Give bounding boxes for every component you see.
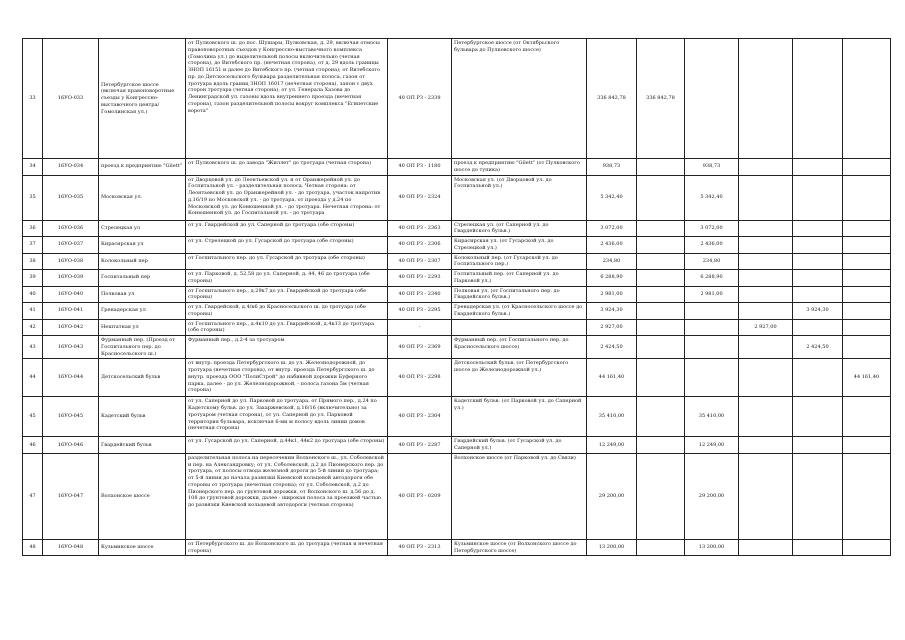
area-col-11 — [843, 159, 891, 176]
road-description: Фурманный пер., д.2-4 за тротуаром — [186, 336, 388, 359]
area-col-11 — [843, 286, 891, 303]
registry-number: 40 ОП РЗ - 2324 — [388, 175, 452, 220]
road-name: Гренадерская ул — [99, 303, 186, 320]
total-area: 29 200,00 — [587, 453, 637, 539]
road-section: Детскосельский бульв. (от Петербургского шоссе до Железнодорожной ул.) — [452, 359, 587, 397]
road-code: 16УО-047 — [43, 453, 99, 539]
road-code: 16УО-041 — [43, 303, 99, 320]
registry-number: 40 ОП РЗ - 2293 — [388, 270, 452, 287]
area-col-8: 938,73 — [685, 159, 739, 176]
total-area: 44 161,40 — [587, 359, 637, 397]
area-col-9 — [739, 437, 793, 454]
table-row — [23, 175, 891, 220]
area-col-7 — [637, 336, 685, 359]
table-row — [23, 220, 891, 237]
area-col-11 — [843, 539, 891, 556]
area-col-8 — [685, 359, 739, 397]
table-row — [23, 286, 891, 303]
area-col-10: 2 424,50 — [793, 336, 843, 359]
road-name: Московская ул. — [99, 175, 186, 220]
registry-number: 40 ОП РЗ - 2363 — [388, 220, 452, 237]
road-code: 16УО-044 — [43, 359, 99, 397]
road-section: Петербургское шоссе (от Октябрьского бульвара до Пулковского шоссе) — [452, 39, 587, 159]
road-name: Нештатная ул — [99, 319, 186, 336]
registry-number: 40 ОП РЗ - 2307 — [388, 253, 452, 270]
registry-number: 40 ОП РЗ - 2339 — [388, 39, 452, 159]
road-description: от Госпитального пер., д.4к10 до ул. Гвардейской, д.4к13 до тротуара (обе стороны) — [186, 319, 388, 336]
table-row — [23, 270, 891, 287]
area-col-8: 35 410,00 — [685, 397, 739, 437]
table-row — [23, 159, 891, 176]
total-area: 3 072,00 — [587, 220, 637, 237]
registry-number: 40 ОП РЗ - 2295 — [388, 303, 452, 320]
road-code: 16УО-040 — [43, 286, 99, 303]
table-row — [23, 437, 891, 454]
area-col-8: 234,80 — [685, 253, 739, 270]
road-description: от ул. Стрелецкой до ул. Гусарской до тротуара (обе стороны) — [186, 237, 388, 254]
area-col-8 — [685, 39, 739, 159]
total-area: 2 981,00 — [587, 286, 637, 303]
area-col-9 — [739, 220, 793, 237]
area-col-7 — [637, 303, 685, 320]
road-description: от ул. Парковой, д. 52,58 до ул. Саперной, д. 44, 46 до тротуара (обе стороны) — [186, 270, 388, 287]
area-col-8: 2 981,00 — [685, 286, 739, 303]
row-number: 36 — [23, 220, 43, 237]
table-row — [23, 359, 891, 397]
road-code: 16УО-036 — [43, 220, 99, 237]
road-name: Кадетский бульв — [99, 397, 186, 437]
road-name: Кирасирская ул — [99, 237, 186, 254]
area-col-11 — [843, 175, 891, 220]
table-row — [23, 319, 891, 336]
area-col-10 — [793, 39, 843, 159]
road-name: Госпитальный пер — [99, 270, 186, 287]
registry-number: 40 ОП РЗ - 2369 — [388, 336, 452, 359]
road-description: от Дворцовой ул. до Леонтьевской ул. н от Оранжерейной ул. до Госпитальной ул. - разделительная полоса. Четная сторона: от Леонтьевской ул. до Оранжерейной ул. - до тротуара, участок напротив д.16/19 по Московской ул. - до тротуара, от проезда у д.24 по Московской ул. до Конюшенной ул. - до тротуара. Нечетная сторона: от Конюшенной ул. до Госпитальной ул. - до тротуара — [186, 175, 388, 220]
area-col-7 — [637, 175, 685, 220]
area-col-7 — [637, 359, 685, 397]
area-col-7: 336 842,78 — [637, 39, 685, 159]
road-section: Кирасирская ул. (от Гусарской ул. до Стрелецкой ул.) — [452, 237, 587, 254]
row-number: 43 — [23, 336, 43, 359]
table-row — [23, 39, 891, 159]
area-col-11 — [843, 237, 891, 254]
area-col-7 — [637, 319, 685, 336]
road-code: 16УО-038 — [43, 253, 99, 270]
area-col-10 — [793, 175, 843, 220]
area-col-11 — [843, 397, 891, 437]
area-col-7 — [637, 437, 685, 454]
area-col-9 — [739, 303, 793, 320]
road-name: Гвардейский бульв — [99, 437, 186, 454]
road-code: 16УО-035 — [43, 175, 99, 220]
area-col-10 — [793, 539, 843, 556]
area-col-10 — [793, 159, 843, 176]
road-description: от Пулковского ш. до пос. Шушары, Пулковская, д. 29, включая отмосы правоповоротных съездов у Конгрессно-выставочного комплекса (Гомолина ул.) до выделительной полосы включительно (четная сторона), до Витебского пр. (нечетная сторона), от д. 29 вдоль границы ЗНОП 16151 и далее до Витебского пр. (четная сторона); от Витебского пр. до Детскосельского бульвара разделительная полоса, газон от тротуара вдоль границ ЗНОП 16017 (нечетная сторона), запон с двух сторон тротуара (четная сторона), от ул. Генерала Хазова до Ленинградской ул. газоны вдоль внутреннего проезда (нечетная сторона), газон разделительной полосы вокруг комплекса "Египетские ворота" — [186, 39, 388, 159]
area-col-8: 12 249,00 — [685, 437, 739, 454]
table-row — [23, 253, 891, 270]
row-number: 44 — [23, 359, 43, 397]
road-section — [452, 319, 587, 336]
total-area: 2 927,00 — [587, 319, 637, 336]
road-description: от ул. Гусарской до ул. Саперной, д.44к1, 44к2 до тротуара (обе стороны) — [186, 437, 388, 454]
area-col-11 — [843, 39, 891, 159]
row-number: 41 — [23, 303, 43, 320]
road-code: 16УО-042 — [43, 319, 99, 336]
area-col-10 — [793, 286, 843, 303]
row-number: 47 — [23, 453, 43, 539]
registry-number: 40 ОП РЗ - 2340 — [388, 286, 452, 303]
table-body — [23, 39, 891, 556]
total-area: 3 924,30 — [587, 303, 637, 320]
road-code: 16УО-033 — [43, 39, 99, 159]
area-col-11 — [843, 220, 891, 237]
registry-number: 40 ОП РЗ - 2298 — [388, 359, 452, 397]
area-col-9 — [739, 539, 793, 556]
road-description: от внутр. проезда Петербургского ш. до ул. Железнодорожной, до тротуара (нечетная сторона), от внутр. проезда Петербургского ш. до внутр. проезда ООО "ПолиСтрой" до набивной дорожки Буферного парка, далее - до ул. Железнодорожной, - полоса газона 5м (четная сторона) — [186, 359, 388, 397]
road-section: Фурманный пер. (от Госпитального пер. до Красносельского шоссе) — [452, 336, 587, 359]
area-col-10 — [793, 270, 843, 287]
road-section: Волхонское шоссе (от Парковой ул. до Связи) — [452, 453, 587, 539]
table-row — [23, 237, 891, 254]
area-col-9 — [739, 253, 793, 270]
road-section: Колокольный пер. (от Гусарской ул. до Госпитального пер.) — [452, 253, 587, 270]
row-number: 39 — [23, 270, 43, 287]
road-name: Волхонское шоссе — [99, 453, 186, 539]
area-col-11 — [843, 270, 891, 287]
table-row — [23, 397, 891, 437]
row-number: 46 — [23, 437, 43, 454]
total-area: 336 842,78 — [587, 39, 637, 159]
road-description: от ул. Саперной до ул. Парковой до тротуара, от Прямого пер., д.24 по Кадетскому бульв. до ул. Захаржевской, д.16/16 (включительно) за тротуаром (четная сторона), от ул. Саперной до ул. Парковой территория бульвара, исключая 6-ми м полосу вдоль линии домов (нечетная сторона) — [186, 397, 388, 437]
table-row — [23, 303, 891, 320]
registry-number: 40 ОП РЗ - 2306 — [388, 237, 452, 254]
area-col-10 — [793, 253, 843, 270]
road-section: Кузьминское шоссе (от Волхонского шоссе до Петербургского шоссе) — [452, 539, 587, 556]
total-area: 2 436,00 — [587, 237, 637, 254]
road-code: 16УО-037 — [43, 237, 99, 254]
road-code: 16УО-045 — [43, 397, 99, 437]
registry-number: 40 ОП РЗ - 1180 — [388, 159, 452, 176]
road-description: от Петербургского ш. до Волхонского ш. до тротуара (четная и нечетная сторона) — [186, 539, 388, 556]
area-col-8 — [685, 336, 739, 359]
area-col-9 — [739, 237, 793, 254]
total-area: 35 410,00 — [587, 397, 637, 437]
row-number: 45 — [23, 397, 43, 437]
row-number: 40 — [23, 286, 43, 303]
road-description: от ул. Гвардейской до ул. Саперной до тротуара (обе стороны) — [186, 220, 388, 237]
area-col-10 — [793, 397, 843, 437]
area-col-7 — [637, 220, 685, 237]
registry-number: 40 ОП РЗ - 2304 — [388, 397, 452, 437]
area-col-7 — [637, 453, 685, 539]
total-area: 2 424,50 — [587, 336, 637, 359]
area-col-7 — [637, 270, 685, 287]
road-name: Кузьминское шоссе — [99, 539, 186, 556]
area-col-10 — [793, 453, 843, 539]
registry-number: - — [388, 319, 452, 336]
road-section: Госпитальный пер. (от Саперной ул. до Парковой ул.) — [452, 270, 587, 287]
area-col-11 — [843, 319, 891, 336]
table-row — [23, 336, 891, 359]
row-number: 34 — [23, 159, 43, 176]
road-name: Стрелецкая ул — [99, 220, 186, 237]
area-col-7 — [637, 159, 685, 176]
total-area: 938,73 — [587, 159, 637, 176]
registry-number: 40 ОП РЗ - 0209 — [388, 453, 452, 539]
area-col-11 — [843, 253, 891, 270]
road-section: Кадетский бульв. (от Парковой ул. до Саперной ул.) — [452, 397, 587, 437]
road-section: Стрелецкая ул. (от Саперной ул. до Гвардейского бульв.) — [452, 220, 587, 237]
road-section: Полковая ул. (от Госпитального пер. до Гвардейского бульв.) — [452, 286, 587, 303]
area-col-8 — [685, 303, 739, 320]
area-col-7 — [637, 286, 685, 303]
area-col-11 — [843, 453, 891, 539]
area-col-9 — [739, 286, 793, 303]
area-col-10 — [793, 359, 843, 397]
area-col-9 — [739, 175, 793, 220]
road-code: 16УО-046 — [43, 437, 99, 454]
total-area: 13 200,00 — [587, 539, 637, 556]
area-col-9: 2 927,00 — [739, 319, 793, 336]
total-area: 5 342,40 — [587, 175, 637, 220]
area-col-10 — [793, 319, 843, 336]
area-col-8: 5 342,40 — [685, 175, 739, 220]
area-col-8 — [685, 319, 739, 336]
area-col-7 — [637, 237, 685, 254]
area-col-9 — [739, 270, 793, 287]
area-col-8: 29 200,00 — [685, 453, 739, 539]
roads-table — [22, 38, 891, 556]
area-col-8: 2 436,00 — [685, 237, 739, 254]
total-area: 6 288,90 — [587, 270, 637, 287]
total-area: 234,80 — [587, 253, 637, 270]
area-col-8: 3 072,00 — [685, 220, 739, 237]
registry-number: 40 ОП РЗ - 2287 — [388, 437, 452, 454]
road-name: Полковая ул — [99, 286, 186, 303]
road-code: 16УО-039 — [43, 270, 99, 287]
road-code: 16УО-043 — [43, 336, 99, 359]
road-section: Гренадерская ул. (от Красносельского шоссе до Гвардейского бульв.) — [452, 303, 587, 320]
area-col-11 — [843, 336, 891, 359]
area-col-10 — [793, 437, 843, 454]
row-number: 42 — [23, 319, 43, 336]
road-name: Петербургское шоссе (включая правоповоротные съезды у Конгрессно-выставочного центра/ Гомолинская ул.) — [99, 39, 186, 159]
road-description: разделительная полоса на пересечении Волхонского ш., ул. Соболевской и пер. на Александровку; от ул. Соболевской, д.2 до Пионерского пер. до тротуара, от полосы отвода железной дороги до 5-й линии до тротуара; от 5-й линии до начала развязки Киевской кольцевой автодороги обе стороны от тротуара (нечетная сторона); от ул. Соболевской, д.2 до Пионерского пер. до грунтовой дорожки, от Волхонского ш. д.56 до д. 108 до грунтовой дорожки, далее - широкая полоса за проезжей частью до развязки Киевской кольцевой автодороги (четная сторона) — [186, 453, 388, 539]
road-code: 16УО-048 — [43, 539, 99, 556]
area-col-11 — [843, 303, 891, 320]
road-section: Гвардейский бульв. (от Гусарской ул. до Саперной ул.) — [452, 437, 587, 454]
road-name: проезд к предприятию "Gilett" — [99, 159, 186, 176]
area-col-9 — [739, 453, 793, 539]
road-name: Колокольный пер — [99, 253, 186, 270]
row-number: 48 — [23, 539, 43, 556]
area-col-8: 13 200,00 — [685, 539, 739, 556]
road-description: от Госпитального пер. до ул. Гусарской до тротуара (обе стороны) — [186, 253, 388, 270]
road-section: проезд к предприятию "Gilett" (от Пулковского шоссе до тупика) — [452, 159, 587, 176]
row-number: 35 — [23, 175, 43, 220]
area-col-7 — [637, 539, 685, 556]
road-description: от Госпитального пер., д.29к7 до ул. Гвардейской до тротуара (обе стороны) — [186, 286, 388, 303]
area-col-11 — [843, 437, 891, 454]
area-col-9 — [739, 359, 793, 397]
area-col-7 — [637, 397, 685, 437]
road-description: от ул. Гвардейской, д.4/к6 до Красносельского ш. до тротуара (обе стороны) — [186, 303, 388, 320]
road-description: от Пулковского ш. до завода "Жиллет" до тротуара (четная сторона) — [186, 159, 388, 176]
row-number: 33 — [23, 39, 43, 159]
road-name: Фурманный пер. (Проезд от Госпитального пер. до Красносельского ш.) — [99, 336, 186, 359]
area-col-9 — [739, 397, 793, 437]
area-col-9 — [739, 39, 793, 159]
area-col-10 — [793, 237, 843, 254]
area-col-11: 44 161,40 — [843, 359, 891, 397]
road-name: Детскосельский бульв — [99, 359, 186, 397]
area-col-10 — [793, 220, 843, 237]
road-code: 16УО-034 — [43, 159, 99, 176]
row-number: 37 — [23, 237, 43, 254]
total-area: 12 249,00 — [587, 437, 637, 454]
registry-number: 40 ОП РЗ - 2313 — [388, 539, 452, 556]
table-row — [23, 539, 891, 556]
road-section: Московская ул. (от Дворцовой ул. до Госпитальной ул.) — [452, 175, 587, 220]
row-number: 38 — [23, 253, 43, 270]
table-row — [23, 453, 891, 539]
area-col-8: 6 288,90 — [685, 270, 739, 287]
area-col-9 — [739, 336, 793, 359]
area-col-7 — [637, 253, 685, 270]
area-col-9 — [739, 159, 793, 176]
area-col-10: 3 924,30 — [793, 303, 843, 320]
